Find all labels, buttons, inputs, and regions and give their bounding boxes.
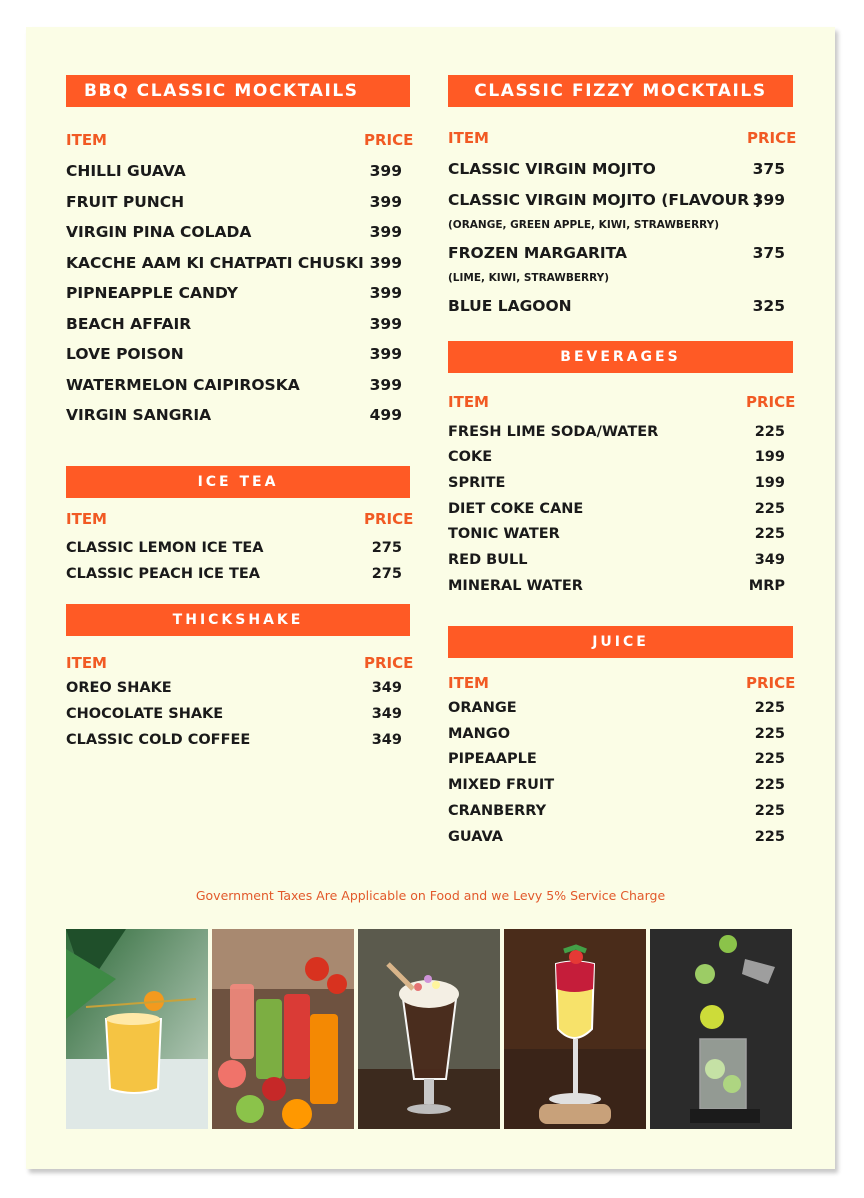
menu-item-price: 225	[754, 424, 785, 440]
menu-item-price: 275	[371, 566, 402, 582]
classic-fizzy-mocktails-banner: CLASSIC FIZZY MOCKTAILS	[448, 75, 793, 107]
thickshake-item-header: ITEM	[66, 654, 107, 672]
bbq-classic-mocktails-banner: BBQ CLASSIC MOCKTAILS	[66, 75, 410, 107]
menu-item-price: 399	[369, 284, 402, 302]
icetea-price-header: PRICE	[364, 510, 414, 528]
juice-price-header: PRICE	[746, 674, 796, 692]
menu-item-name: LOVE POISON	[66, 345, 184, 363]
menu-item-price: 399	[369, 162, 402, 180]
menu-item-name: DIET COKE CANE	[448, 501, 584, 517]
menu-item-name: CLASSIC VIRGIN MOJITO	[448, 160, 656, 178]
menu-item-name: CLASSIC PEACH ICE TEA	[66, 566, 261, 582]
beverages-banner: BEVERAGES	[448, 341, 793, 373]
menu-item-name: MINERAL WATER	[448, 578, 583, 594]
menu-item-name: TONIC WATER	[448, 526, 560, 542]
menu-item-name: PIPEAAPLE	[448, 751, 537, 767]
menu-item-name: GUAVA	[448, 829, 503, 845]
menu-item-price: 399	[369, 376, 402, 394]
menu-item-price: 499	[369, 406, 402, 424]
menu-item-name: FRUIT PUNCH	[66, 193, 185, 211]
beverages-price-header: PRICE	[746, 393, 796, 411]
menu-item-price: 225	[754, 526, 785, 542]
photo-chocolate-shake	[358, 929, 500, 1129]
bbq-price-header: PRICE	[364, 131, 414, 149]
menu-item-name: MANGO	[448, 726, 511, 742]
photo-layered-mocktail	[504, 929, 646, 1129]
menu-item-price: 349	[371, 680, 402, 696]
menu-item-name: CLASSIC LEMON ICE TEA	[66, 540, 264, 556]
menu-item-name: ORANGE	[448, 700, 517, 716]
menu-item-price: 399	[369, 315, 402, 333]
fizzy-item-header: ITEM	[448, 129, 489, 147]
menu-item-name: CHOCOLATE SHAKE	[66, 706, 224, 722]
menu-item-name: RED BULL	[448, 552, 528, 568]
menu-item-price: 275	[371, 540, 402, 556]
beverages-item-header: ITEM	[448, 393, 489, 411]
menu-item-name: CRANBERRY	[448, 803, 547, 819]
menu-item-name: FRESH LIME SODA/WATER	[448, 424, 659, 440]
menu-item-name: COKE	[448, 449, 493, 465]
menu-item-price: 199	[754, 449, 785, 465]
fizzy-price-header: PRICE	[747, 129, 797, 147]
menu-item-price: 375	[752, 160, 785, 178]
menu-item-name: CLASSIC COLD COFFEE	[66, 732, 251, 748]
menu-item-note: (LIME, KIWI, STRAWBERRY)	[448, 272, 610, 284]
menu-item-price: 399	[752, 191, 785, 209]
menu-item-price: 349	[754, 552, 785, 568]
juice-banner: JUICE	[448, 626, 793, 658]
menu-item-price: 225	[754, 803, 785, 819]
menu-item-price: 349	[371, 706, 402, 722]
icetea-item-header: ITEM	[66, 510, 107, 528]
menu-item-name: VIRGIN SANGRIA	[66, 406, 212, 424]
menu-item-price: 225	[754, 829, 785, 845]
menu-item-name: PIPNEAPPLE CANDY	[66, 284, 238, 302]
tax-footer-note: Government Taxes Are Applicable on Food and we Levy 5% Service Charge	[195, 888, 666, 903]
photo-yellow-cocktail	[66, 929, 208, 1129]
menu-item-price: 399	[369, 223, 402, 241]
menu-item-price: MRP	[748, 578, 785, 594]
menu-item-price: 399	[369, 345, 402, 363]
menu-item-name: WATERMELON CAIPIROSKA	[66, 376, 300, 394]
menu-item-note: (ORANGE, GREEN APPLE, KIWI, STRAWBERRY)	[448, 219, 720, 231]
menu-item-name: FROZEN MARGARITA	[448, 244, 628, 262]
menu-item-name: BLUE LAGOON	[448, 297, 572, 315]
menu-item-price: 225	[754, 700, 785, 716]
menu-item-name: CHILLI GUAVA	[66, 162, 186, 180]
menu-item-name: SPRITE	[448, 475, 506, 491]
photo-lime-soda	[650, 929, 792, 1129]
menu-item-price: 325	[752, 297, 785, 315]
menu-item-price: 399	[369, 254, 402, 272]
menu-item-name: KACCHE AAM KI CHATPATI CHUSKI	[66, 254, 364, 272]
juice-item-header: ITEM	[448, 674, 489, 692]
photo-fruit-juices	[212, 929, 354, 1129]
menu-item-name: OREO SHAKE	[66, 680, 172, 696]
thickshake-price-header: PRICE	[364, 654, 414, 672]
bbq-item-header: ITEM	[66, 131, 107, 149]
menu-item-price: 399	[369, 193, 402, 211]
thickshake-banner: THICKSHAKE	[66, 604, 410, 636]
menu-item-price: 375	[752, 244, 785, 262]
menu-item-name: BEACH AFFAIR	[66, 315, 192, 333]
menu-page	[26, 27, 835, 1169]
menu-item-price: 225	[754, 751, 785, 767]
ice-tea-banner: ICE TEA	[66, 466, 410, 498]
menu-item-name: CLASSIC VIRGIN MOJITO (FLAVOUR )	[448, 191, 762, 209]
menu-item-name: VIRGIN PINA COLADA	[66, 223, 252, 241]
menu-item-price: 225	[754, 726, 785, 742]
menu-item-price: 199	[754, 475, 785, 491]
menu-item-price: 349	[371, 732, 402, 748]
menu-item-name: MIXED FRUIT	[448, 777, 555, 793]
menu-item-price: 225	[754, 777, 785, 793]
menu-item-price: 225	[754, 501, 785, 517]
